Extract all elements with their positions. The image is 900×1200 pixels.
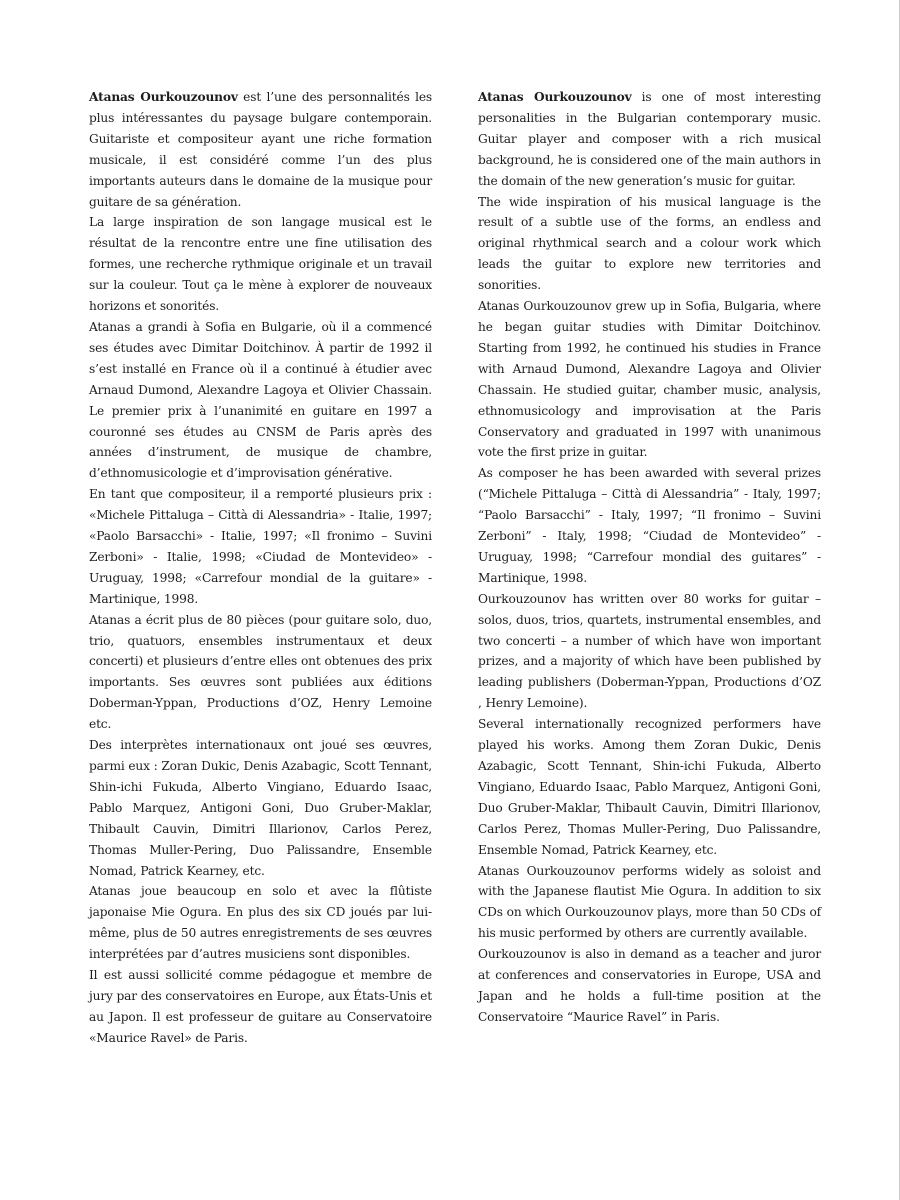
english-paragraph-performers: Several internationally recognized performers have played his works. Among them Zoran Dukic, Denis Azabagic, Scott Tennant, Shin-ichi Fukuda, Alberto Vingiano, Eduardo Isaac, Pablo Marquez, Antigoni Goni, Duo Gruber-Maklar, Thibault Cauvin, Dimitri Illarionov, Carlos Perez, Thomas Muller-Pering, Duo Palissandre, Ensemble Nomad, Patrick Kearney, etc. xyxy=(478,717,821,857)
french-paragraph-recordings: Atanas joue beaucoup en solo et avec la flûtiste japonaise Mie Ogura. En plus des six CD joués par lui-même, plus de 50 autres enregistrements de ses œuvres interprétées par d’autres musiciens sont disponibles. xyxy=(89,884,432,962)
english-intro-text: is one of most interesting personalities in the Bulgarian contemporary music. Guitar player and composer with a rich musical background, he is considered one of the main authors in the domain of the new generation’s music for guitar. xyxy=(478,90,821,188)
english-paragraph-prizes: As composer he has been awarded with several prizes (“Michele Pittaluga – Città di Alessandria” - Italy, 1997; “Paolo Barsacchi” - Italy, 1997; “Il fronimo – Suvini Zerboni” - Italy, 1998; “Ciudad de Montevideo” - Uruguay, 1998; “Carrefour mondial des guitares” - Martinique, 1998. xyxy=(478,466,821,585)
french-paragraph-intro xyxy=(89,87,432,212)
french-lead-name: Atanas Ourkouzounov xyxy=(89,90,238,104)
french-paragraph-performers: Des interprètes internationaux ont joué ses œuvres, parmi eux : Zoran Dukic, Denis Azabagic, Scott Tennant, Shin-ichi Fukuda, Alberto Vingiano, Eduardo Isaac, Pablo Marquez, Antigoni Goni, Duo Gruber-Maklar, Thibault Cauvin, Dimitri Illarionov, Carlos Perez, Thomas Muller-Pering, Duo Palissandre, Ensemble Nomad, Patrick Kearney, etc. xyxy=(89,738,432,878)
french-paragraph-prizes: En tant que compositeur, il a remporté plusieurs prix : «Michele Pittaluga – Città di Alessandria» - Italie, 1997; «Paolo Barsacchi» - Italie, 1997; «Il fronimo – Suvini Zerboni» - Italie, 1998; «Ciudad de Montevideo» - Uruguay, 1998; «Carrefour mondial de la guitare» - Martinique, 1998. xyxy=(89,487,432,606)
english-paragraph-recordings: Atanas Ourkouzounov performs widely as soloist and with the Japanese flautist Mie Ogura. In addition to six CDs on which Ourkouzounov plays, more than 50 CDs of his music performed by others are currently available. xyxy=(478,863,821,941)
english-paragraph-teaching: Ourkouzounov is also in demand as a teacher and juror at conferences and conservatories in Europe, USA and Japan and he holds a full-time position at the Conservatoire “Maurice Ravel” in Paris. xyxy=(478,947,821,1024)
french-paragraph-inspiration: La large inspiration de son langage musical est le résultat de la rencontre entre une fine utilisation des formes, une recherche rythmique originale et un travail sur la couleur. Tout ça le mène à explorer de nouveaux horizons et sonorités. xyxy=(89,215,432,314)
english-lead-name: Atanas Ourkouzounov xyxy=(478,90,632,104)
english-paragraph-education: Atanas Ourkouzounov grew up in Sofia, Bulgaria, where he began guitar studies with Dimitar Doitchinov. Starting from 1992, he continued his studies in France with Arnaud Dumond, Alexandre Lagoya and Olivier Chassain. He studied guitar, chamber music, analysis, ethnomusicology and improvisation at the Paris Conservatory and graduated in 1997 with unanimous vote the first prize in guitar. xyxy=(478,299,821,460)
english-biography-column xyxy=(478,87,821,1028)
french-intro-text: est l’une des personnalités les plus intéressantes du paysage bulgare contemporain. Guitariste et compositeur ayant une riche formation musicale, il est considéré comme l’un des plus importants auteurs dans le domaine de la musique pour guitare de sa génération. xyxy=(89,90,432,209)
english-paragraph-intro xyxy=(478,87,821,192)
english-paragraph-works: Ourkouzounov has written over 80 works for guitar – solos, duos, trios, quartets, instrumental ensembles, and two concerti – a number of which have won important prizes, and a majority of which have been published by leading publishers (Doberman-Yppan, Productions d’OZ , Henry Lemoine). xyxy=(478,591,821,711)
french-paragraph-education: Atanas a grandi à Sofia en Bulgarie, où il a commencé ses études avec Dimitar Doitchinov. À partir de 1992 il s’est installé en France où il a continué à étudier avec Arnaud Dumond, Alexandre Lagoya et Olivier Chassain. Le premier prix à l’unanimité en guitare en 1997 a couronné ses études au CNSM de Paris après des années d’instrument, de musique de chambre, d’ethnomusicologie et d’improvisation générative. xyxy=(89,319,432,481)
french-biography-column xyxy=(89,87,432,1049)
french-paragraph-works: Atanas a écrit plus de 80 pièces (pour guitare solo, duo, trio, quatuors, ensembles instrumentaux et deux concerti) et plusieurs d’entre elles ont obtenues des prix importants. Ses œuvres sont publiées aux éditions Doberman-Yppan, Productions d’OZ, Henry Lemoine etc. xyxy=(89,612,432,732)
french-paragraph-teaching: Il est aussi sollicité comme pédagogue et membre de jury par des conservatoires en Europe, aux États-Unis et au Japon. Il est professeur de guitare au Conservatoire «Maurice Ravel» de Paris. xyxy=(89,968,432,1045)
english-paragraph-inspiration: The wide inspiration of his musical language is the result of a subtle use of the forms, an endless and original rhythmical search and a colour work which leads the guitar to explore new territories and sonorities. xyxy=(478,194,821,293)
